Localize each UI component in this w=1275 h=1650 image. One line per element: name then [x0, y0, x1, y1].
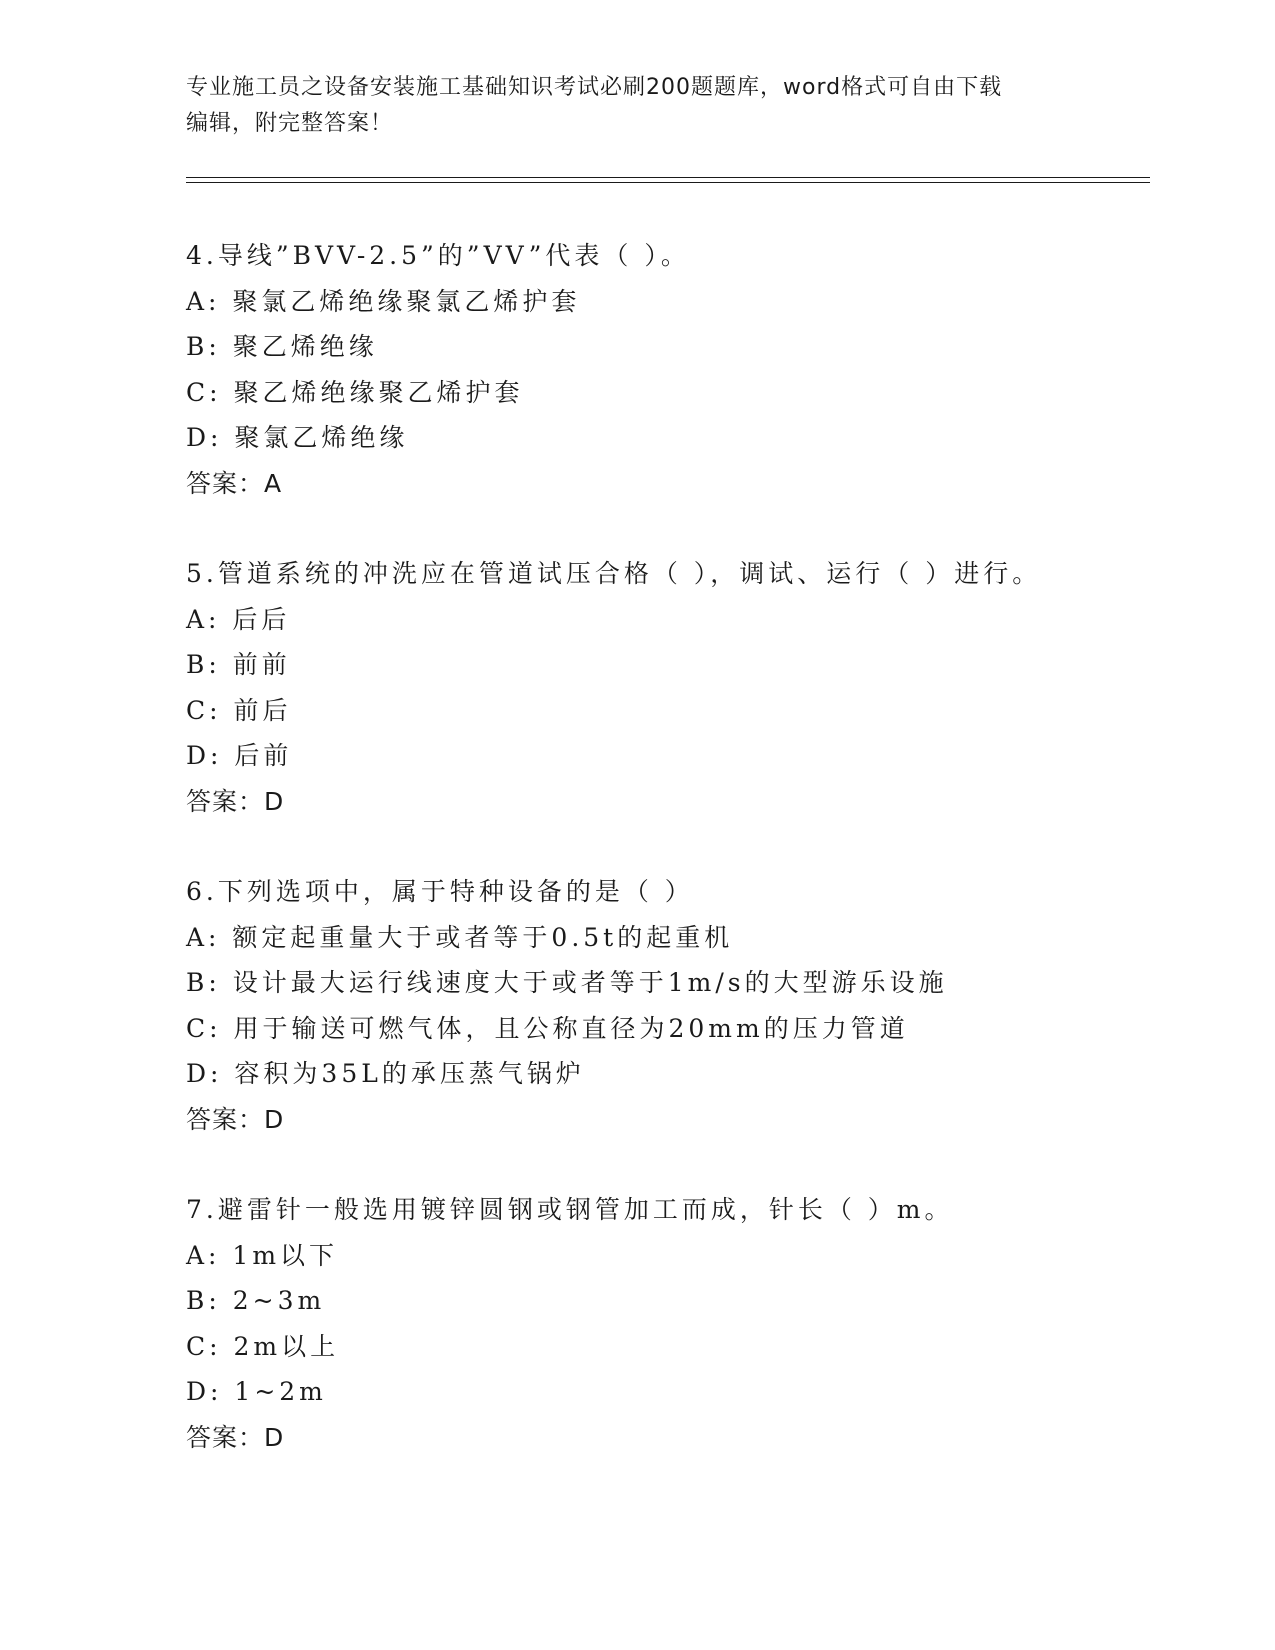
option-c: C: 前后	[186, 695, 292, 725]
option-b: B: 设计最大运行线速度大于或者等于1m/s的大型游乐设施	[186, 968, 948, 997]
question-5	[186, 551, 1186, 824]
question-stem: 4.导线”BVV-2.5”的”VV”代表（ ）。	[186, 241, 690, 270]
option-a: A: 后后	[186, 604, 291, 634]
header-line-2: 编辑，附完整答案！	[186, 111, 394, 136]
header-divider-bottom	[186, 182, 1150, 183]
question-4	[186, 233, 1186, 506]
header-divider-top	[186, 177, 1150, 178]
option-a: A: 额定起重量大于或者等于0.5t的起重机	[186, 922, 734, 952]
option-b: B: 聚乙烯绝缘	[186, 332, 378, 361]
option-b: B: 2~3m	[186, 1286, 326, 1315]
option-d: D: 容积为35L的承压蒸气锅炉	[186, 1059, 585, 1088]
document-header	[186, 70, 1086, 142]
question-stem: 5.管道系统的冲洗应在管道试压合格（ ），调试、运行（ ）进行。	[186, 559, 1042, 588]
option-d: D: 后前	[186, 741, 293, 770]
option-a: A: 1m以下	[186, 1240, 339, 1270]
answer-line: 答案：D	[186, 786, 285, 816]
option-a: A: 聚氯乙烯绝缘聚氯乙烯护套	[186, 286, 581, 316]
option-d: D: 聚氯乙烯绝缘	[186, 423, 409, 452]
header-line-1: 专业施工员之设备安装施工基础知识考试必刷200题题库，word格式可自由下载	[186, 75, 1003, 100]
option-d: D: 1~2m	[186, 1377, 327, 1406]
question-stem: 6.下列选项中，属于特种设备的是（ ）	[186, 877, 694, 906]
option-c: C: 用于输送可燃气体，且公称直径为20mm的压力管道	[186, 1013, 909, 1043]
answer-line: 答案：D	[186, 1104, 285, 1134]
question-stem: 7.避雷针一般选用镀锌圆钢或钢管加工而成，针长（ ）m。	[186, 1195, 954, 1224]
option-c: C: 2m以上	[186, 1331, 340, 1361]
question-6	[186, 869, 1186, 1142]
question-7	[186, 1187, 1186, 1460]
answer-line: 答案：D	[186, 1422, 285, 1452]
option-b: B: 前前	[186, 650, 291, 679]
answer-line: 答案：A	[186, 468, 283, 498]
option-c: C: 聚乙烯绝缘聚乙烯护套	[186, 377, 524, 407]
